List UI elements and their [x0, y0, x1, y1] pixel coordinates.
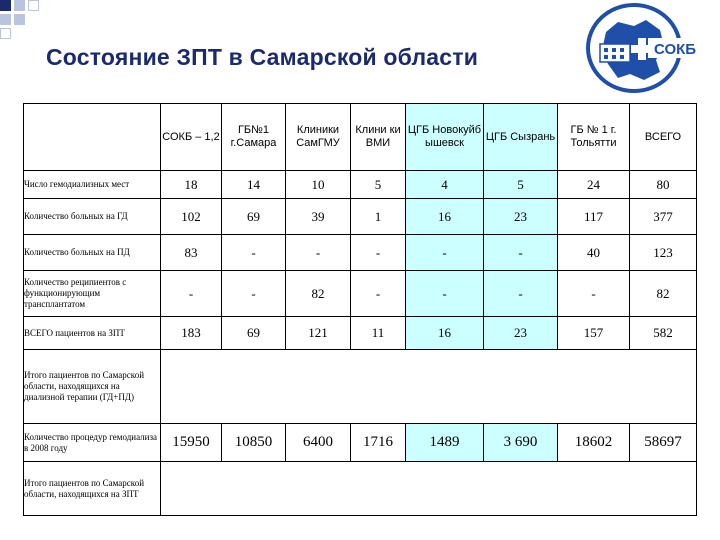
row-label: ВСЕГО пациентов на ЗПТ: [24, 317, 161, 350]
header-cell: Клини ки ВМИ: [351, 104, 406, 171]
header-corner-cell: [24, 104, 161, 171]
row-label: Количество больных на ГД: [24, 199, 161, 235]
value-cell: 24: [558, 171, 630, 199]
blank-cell: [161, 462, 697, 516]
header-cell: ВСЕГО: [630, 104, 697, 171]
table-row: [24, 271, 697, 317]
table-row: [24, 171, 697, 199]
value-cell: -: [161, 271, 222, 317]
table-row: [24, 235, 697, 271]
header-cell: ГБ № 1 г. Тольятти: [558, 104, 630, 171]
table-row: [24, 462, 697, 516]
blank-cell: [161, 350, 697, 424]
decor-square-3: [0, 14, 11, 25]
row-label: Количество больных на ПД: [24, 235, 161, 271]
value-cell: 82: [630, 271, 697, 317]
value-cell: 4: [406, 171, 484, 199]
decor-square-5: [28, 0, 39, 11]
value-cell: -: [351, 235, 406, 271]
decor-square-4: [14, 14, 25, 25]
value-cell: 40: [558, 235, 630, 271]
table-row: [24, 424, 697, 462]
row-label: Итого пациентов по Самарской области, находящихся на ЗПТ: [24, 462, 161, 516]
value-cell: 69: [222, 317, 286, 350]
row-label: Число гемодиализных мест: [24, 171, 161, 199]
value-cell: -: [406, 235, 484, 271]
row-label: Количество реципиентов с функционирующим трансплантатом: [24, 271, 161, 317]
value-cell: 582: [630, 317, 697, 350]
value-cell: 157: [558, 317, 630, 350]
value-cell: 82: [286, 271, 351, 317]
row-label: Итого пациентов по Самарской области, находящихся на диализной терапии (ГД+ПД): [24, 350, 161, 424]
header-cell: ЦГБ Сызрань: [484, 104, 558, 171]
value-cell: 16: [406, 317, 484, 350]
zpt-table: [23, 103, 697, 516]
table-row: [24, 350, 697, 424]
header-cell: СОКБ – 1,2: [161, 104, 222, 171]
table-row: [24, 317, 697, 350]
header-cell: ГБ№1 г.Самара: [222, 104, 286, 171]
decor-square-6: [0, 28, 11, 39]
value-cell: 23: [484, 317, 558, 350]
value-cell: -: [222, 271, 286, 317]
value-cell: 121: [286, 317, 351, 350]
value-cell: 10850: [222, 424, 286, 462]
value-cell: 5: [484, 171, 558, 199]
value-cell: 1716: [351, 424, 406, 462]
logo-text: СОКБ: [654, 41, 697, 58]
value-cell: 16: [406, 199, 484, 235]
value-cell: 123: [630, 235, 697, 271]
row-label: Количество процедур гемодиализа в 2008 году: [24, 424, 161, 462]
value-cell: 58697: [630, 424, 697, 462]
value-cell: 117: [558, 199, 630, 235]
value-cell: 11: [351, 317, 406, 350]
value-cell: -: [484, 271, 558, 317]
header-cell: ЦГБ Новокуйб ышевск: [406, 104, 484, 171]
value-cell: -: [222, 235, 286, 271]
value-cell: 14: [222, 171, 286, 199]
value-cell: 6400: [286, 424, 351, 462]
decor-square-1: [0, 0, 11, 11]
value-cell: 18602: [558, 424, 630, 462]
value-cell: 39: [286, 199, 351, 235]
value-cell: -: [351, 271, 406, 317]
value-cell: 3 690: [484, 424, 558, 462]
value-cell: -: [484, 235, 558, 271]
table-row: [24, 199, 697, 235]
value-cell: 102: [161, 199, 222, 235]
value-cell: -: [558, 271, 630, 317]
value-cell: 10: [286, 171, 351, 199]
value-cell: -: [406, 271, 484, 317]
value-cell: 15950: [161, 424, 222, 462]
value-cell: 5: [351, 171, 406, 199]
value-cell: 83: [161, 235, 222, 271]
header-cell: Клиники СамГМУ: [286, 104, 351, 171]
value-cell: 1489: [406, 424, 484, 462]
decor-square-2: [14, 0, 25, 11]
slide-title: Состояние ЗПТ в Самарской области: [46, 44, 479, 70]
value-cell: 80: [630, 171, 697, 199]
sokb-logo: [584, 2, 720, 100]
value-cell: 18: [161, 171, 222, 199]
value-cell: 23: [484, 199, 558, 235]
value-cell: 69: [222, 199, 286, 235]
value-cell: 183: [161, 317, 222, 350]
value-cell: 1: [351, 199, 406, 235]
hospital-building-icon: [600, 44, 630, 62]
table-header-row: [24, 104, 697, 171]
value-cell: -: [286, 235, 351, 271]
value-cell: 377: [630, 199, 697, 235]
